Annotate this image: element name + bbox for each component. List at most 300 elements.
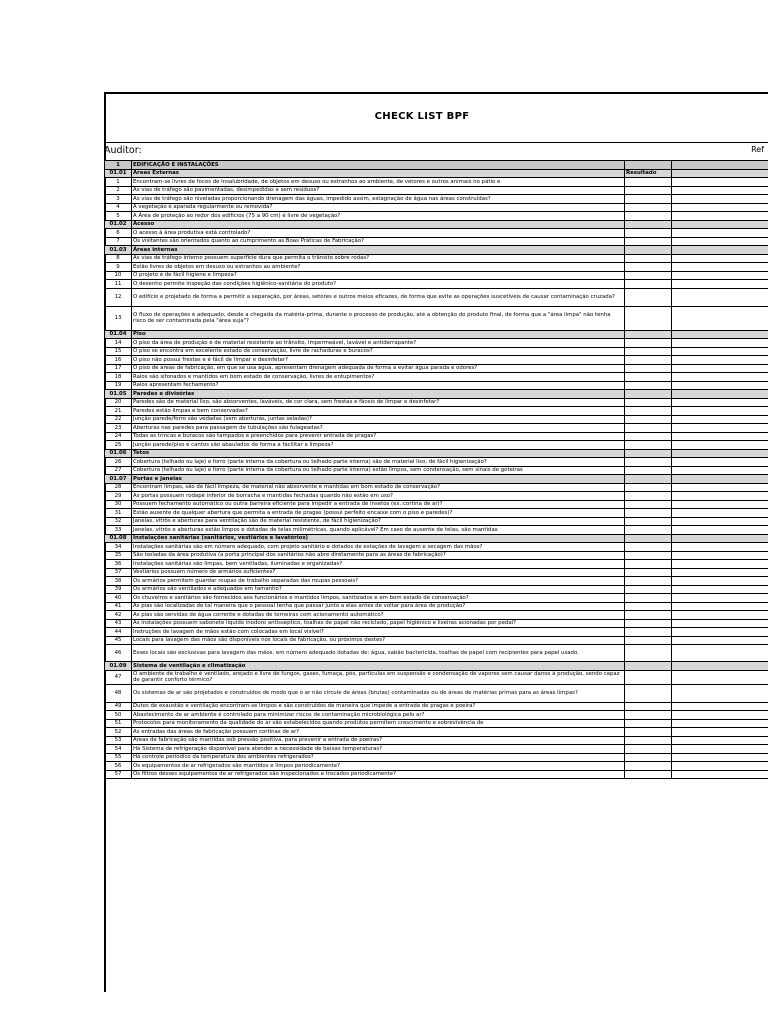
checklist-row [105, 306, 768, 330]
item-number: 31 [105, 509, 132, 518]
item-text: Janelas, vitrôs e aberturas estão limpos e dotadas de telas milimétricas, quando aplicável? Em caso de ausente de telas, são mantidas [132, 526, 625, 535]
result-cell [625, 220, 672, 229]
checklist-row [105, 745, 768, 754]
result-cell[interactable] [625, 762, 672, 771]
extra-cell [672, 645, 768, 662]
result-cell [625, 449, 672, 458]
result-cell [625, 330, 672, 339]
extra-cell [672, 280, 768, 289]
extra-cell [672, 500, 768, 509]
extra-cell [672, 662, 768, 671]
item-number: 37 [105, 568, 132, 577]
item-text: Paredes estão limpas e bem conservadas? [132, 407, 625, 416]
item-text: Há Sistema de refrigeração disponível para atender a necessidade de baixas temperaturas? [132, 745, 625, 754]
item-text: Junção parede/forro são vedadas (sem aberturas, juntas seladas)? [132, 415, 625, 424]
item-text: As portas possuem rodapé inferior de borracha e mantidas fechadas quando não estão em uso? [132, 492, 625, 501]
item-text: Locais para lavagem das mãos são disponíveis nos locais de fabricação, ou próximos destes? [132, 636, 625, 645]
extra-cell [672, 330, 768, 339]
result-cell [625, 645, 672, 662]
checklist-row [105, 263, 768, 272]
result-cell[interactable] [625, 560, 672, 569]
item-number: 45 [105, 636, 132, 645]
result-cell[interactable] [625, 770, 672, 779]
checklist-row [105, 280, 768, 289]
item-number: 28 [105, 483, 132, 492]
result-cell [625, 534, 672, 543]
extra-cell [672, 373, 768, 382]
item-text: A Área de proteção ao redor dos edifícios (75 a 90 cm) é livre de vegetação? [132, 212, 625, 221]
result-cell[interactable] [625, 509, 672, 518]
item-text: Dutos de exaustão e ventilação encontram-se limpos e são construídos de maneira que impede a entrada de pragas e poeira? [132, 702, 625, 711]
checklist-row [105, 178, 768, 187]
extra-cell [672, 466, 768, 475]
result-cell [625, 306, 672, 330]
item-text: Os chuveiros e sanitários são fornecidos aos funcionários e mantidos limpos, sanitizados e em bom estado de conservação? [132, 594, 625, 603]
extra-cell [672, 543, 768, 552]
item-number: 7 [105, 237, 132, 246]
result-cell[interactable] [625, 619, 672, 628]
checklist-sheet [104, 92, 768, 992]
checklist-row [105, 736, 768, 745]
item-text: Ralos são sifonados e mantidos em bom estado de conservação, livres de entupimentos? [132, 373, 625, 382]
extra-cell [672, 611, 768, 620]
item-text: Sistema de ventilação e climatização [132, 662, 625, 671]
item-number: 15 [105, 347, 132, 356]
extra-cell [672, 568, 768, 577]
extra-cell [672, 254, 768, 263]
result-cell[interactable] [625, 500, 672, 509]
result-cell[interactable] [625, 356, 672, 365]
item-text: O piso da área de produção é de material resistente ao trânsito, impermeável, lavável e antiderrapante? [132, 339, 625, 348]
item-number: 26 [105, 458, 132, 467]
result-cell[interactable] [625, 364, 672, 373]
item-text: Esses locais são exclusivas para lavagem das mãos, em número adequado dotadas de: água, sabão bactericida, toalhas de papel com recipientes para papel usado. [132, 645, 625, 662]
extra-cell [672, 263, 768, 272]
extra-cell [672, 246, 768, 255]
extra-cell [672, 347, 768, 356]
checklist-row [105, 577, 768, 586]
checklist-row [105, 684, 768, 702]
checklist-row [105, 466, 768, 475]
extra-cell [672, 178, 768, 187]
item-text: As pias são servidas de água corrente e dotadas de torneiras com acionamento automático? [132, 611, 625, 620]
extra-cell [672, 577, 768, 586]
item-text: O ambiente de trabalho é ventilado, arejado e livre de fungos, gases, fumaça, pós, partículas em suspensão e condensação de vapores sem causar danos à produção, sendo capaz de garantir conforto térmico? [132, 670, 625, 684]
result-cell[interactable] [625, 736, 672, 745]
extra-cell [672, 195, 768, 204]
result-cell[interactable] [625, 585, 672, 594]
item-text: Os armários são ventilados e adequados em tamanho? [132, 585, 625, 594]
item-number: 3 [105, 195, 132, 204]
item-text: São isoladas da área produtiva (a porta principal dos sanitários não abre diretamente para as áreas de fabricação)? [132, 551, 625, 560]
item-number: 01.01 [105, 169, 132, 178]
result-cell [625, 161, 672, 170]
extra-cell [672, 212, 768, 221]
item-text: Instalações sanitárias são em número adequado, com projeto sanitário e dotados de estações de lavagem e secagem das mãos? [132, 543, 625, 552]
auditor-row [104, 142, 768, 161]
checklist-row [105, 517, 768, 526]
checklist-row [105, 229, 768, 238]
item-text: Acesso [132, 220, 625, 229]
result-cell[interactable] [625, 398, 672, 407]
checklist-row [105, 203, 768, 212]
item-number: 35 [105, 551, 132, 560]
item-number: 18 [105, 373, 132, 382]
extra-cell [672, 475, 768, 484]
checklist-row [105, 364, 768, 373]
item-number: 25 [105, 441, 132, 450]
item-number: 52 [105, 728, 132, 737]
item-text: Portas e janelas [132, 475, 625, 484]
result-cell[interactable] [625, 728, 672, 737]
result-cell[interactable] [625, 636, 672, 645]
item-text: As vias de tráfego interno possuem superfície dura que permita o trânsito sobre rodas? [132, 254, 625, 263]
extra-cell [672, 736, 768, 745]
extra-cell [672, 509, 768, 518]
result-cell[interactable] [625, 719, 672, 728]
checklist-row [105, 356, 768, 365]
subsection-header-row [105, 662, 768, 671]
checklist-row [105, 711, 768, 720]
item-number: 01.04 [105, 330, 132, 339]
item-number: 54 [105, 745, 132, 754]
result-cell[interactable] [625, 568, 672, 577]
extra-cell [672, 711, 768, 720]
item-text: Instruções de lavagem de mãos estão com colocadas em local visível? [132, 628, 625, 637]
result-cell [625, 684, 672, 702]
extra-cell [672, 483, 768, 492]
result-cell[interactable] [625, 407, 672, 416]
item-number: 48 [105, 684, 132, 702]
extra-cell [672, 602, 768, 611]
item-text: Janelas, vitrôs e aberturas para ventilação são de material resistente, de fácil higienização? [132, 517, 625, 526]
result-cell[interactable] [625, 263, 672, 272]
checklist-row [105, 753, 768, 762]
item-number: 57 [105, 770, 132, 779]
result-cell[interactable] [625, 432, 672, 441]
item-number: 27 [105, 466, 132, 475]
item-text: O edifício e projetado de forma a permitir a separação, por áreas, setores e outros meios eficazes, de forma que evite as operações suscetíveis de causar contaminação cruzada? [132, 288, 625, 306]
item-number: 01.05 [105, 390, 132, 399]
checklist-row [105, 526, 768, 535]
top-border [104, 92, 768, 94]
item-number: 39 [105, 585, 132, 594]
checklist-row [105, 628, 768, 637]
checklist-row [105, 415, 768, 424]
item-number: 8 [105, 254, 132, 263]
result-cell[interactable] [625, 415, 672, 424]
item-number: 38 [105, 577, 132, 586]
result-cell [625, 288, 672, 306]
item-number: 1 [105, 161, 132, 170]
result-cell[interactable] [625, 611, 672, 620]
extra-cell [672, 492, 768, 501]
item-text: Vestiários possuem número de armários suficientes? [132, 568, 625, 577]
item-number: 5 [105, 212, 132, 221]
extra-cell [672, 670, 768, 684]
item-text: Tetos [132, 449, 625, 458]
extra-cell [672, 458, 768, 467]
extra-cell [672, 229, 768, 238]
extra-cell [672, 398, 768, 407]
extra-cell [672, 288, 768, 306]
result-cell[interactable] [625, 424, 672, 433]
item-text: Cobertura (telhado ou laje) e forro (parte interna da cobertura ou telhado parte interna) estão limpos, sem condensação, sem sinais de goteiras [132, 466, 625, 475]
item-text: Áreas Externas [132, 169, 625, 178]
item-number: 29 [105, 492, 132, 501]
result-cell: Resultado [625, 169, 672, 178]
item-number: 1 [105, 178, 132, 187]
extra-cell [672, 619, 768, 628]
result-cell[interactable] [625, 577, 672, 586]
item-number: 46 [105, 645, 132, 662]
checklist-row [105, 719, 768, 728]
item-text: As pias são localizadas de tal maneira que o pessoal tenha que passar junto a elas antes de voltar para área de produção? [132, 602, 625, 611]
item-number: 10 [105, 271, 132, 280]
item-text: Os filtros desses equipamentos de ar refrigerados são inspecionados e trocados periodicamente? [132, 770, 625, 779]
result-cell[interactable] [625, 381, 672, 390]
extra-cell [672, 684, 768, 702]
subsection-header-row [105, 330, 768, 339]
item-text: Possuem fechamento automático ou outra barreira eficiente para impedir a entrada de insetos (ex.:cortina de ar)? [132, 500, 625, 509]
extra-cell [672, 728, 768, 737]
extra-cell [672, 424, 768, 433]
item-number: 01.08 [105, 534, 132, 543]
item-text: Os armários permitem guardar roupas de trabalho separadas das roupas pessoais? [132, 577, 625, 586]
checklist-row [105, 212, 768, 221]
checklist-row [105, 645, 768, 662]
result-cell[interactable] [625, 203, 672, 212]
item-text: Abastecimento de ar ambiente é controlado para minimizar riscos de contaminação microbiológica pelo ar? [132, 711, 625, 720]
item-number: 2 [105, 186, 132, 195]
item-text: Áreas de fabricação são mantidas sob pressão positiva, para prevenir a entrada de poeiras? [132, 736, 625, 745]
extra-cell [672, 203, 768, 212]
item-number: 24 [105, 432, 132, 441]
extra-cell [672, 169, 768, 178]
extra-cell [672, 551, 768, 560]
result-cell[interactable] [625, 526, 672, 535]
item-text: Os equipamentos de ar refrigerados são mantidos e limpos periodicamente? [132, 762, 625, 771]
item-text: O piso não possui frestas e é fácil de limpar e desinfetar? [132, 356, 625, 365]
checklist-row [105, 195, 768, 204]
extra-cell [672, 628, 768, 637]
result-cell[interactable] [625, 458, 672, 467]
item-number: 47 [105, 670, 132, 684]
extra-cell [672, 753, 768, 762]
subsection-header-row [105, 169, 768, 178]
result-cell[interactable] [625, 466, 672, 475]
checklist-row [105, 398, 768, 407]
checklist-row [105, 186, 768, 195]
checklist-row [105, 432, 768, 441]
extra-cell [672, 745, 768, 754]
item-number: 50 [105, 711, 132, 720]
item-number: 40 [105, 594, 132, 603]
result-cell[interactable] [625, 178, 672, 187]
item-text: Ralos apresentam fechamento? [132, 381, 625, 390]
result-cell [625, 662, 672, 671]
extra-cell [672, 271, 768, 280]
extra-cell [672, 762, 768, 771]
result-cell [625, 390, 672, 399]
item-number: 4 [105, 203, 132, 212]
item-number: 51 [105, 719, 132, 728]
extra-cell [672, 161, 768, 170]
checklist-row [105, 611, 768, 620]
checklist-row [105, 602, 768, 611]
item-text: Instalações sanitárias são limpas, bem ventiladas, iluminadas e organizadas? [132, 560, 625, 569]
item-number: 42 [105, 611, 132, 620]
item-number: 23 [105, 424, 132, 433]
result-cell[interactable] [625, 339, 672, 348]
item-text: O desenho permite inspeção das condições higiênico-sanitária do produto? [132, 280, 625, 289]
result-cell[interactable] [625, 229, 672, 238]
item-number: 55 [105, 753, 132, 762]
checklist-row [105, 237, 768, 246]
result-cell[interactable] [625, 280, 672, 289]
result-cell[interactable] [625, 517, 672, 526]
item-number: 01.09 [105, 662, 132, 671]
extra-cell [672, 237, 768, 246]
result-cell[interactable] [625, 602, 672, 611]
extra-cell [672, 306, 768, 330]
item-number: 12 [105, 288, 132, 306]
auditor-label: Auditor: [104, 145, 142, 156]
result-cell[interactable] [625, 551, 672, 560]
item-number: 53 [105, 736, 132, 745]
extra-cell [672, 770, 768, 779]
page-title: CHECK LIST BPF [374, 111, 470, 122]
item-text: O piso de áreas de fabricação, em que se usa água, apresentam drenagem adequada de forma a evitar água parada e odores? [132, 364, 625, 373]
extra-cell [672, 534, 768, 543]
item-text: EDIFICAÇÃO E INSTALAÇÕES [132, 161, 625, 170]
checklist-row [105, 424, 768, 433]
item-text: Áreas internas [132, 246, 625, 255]
extra-cell [672, 636, 768, 645]
item-number: 19 [105, 381, 132, 390]
checklist-row [105, 373, 768, 382]
item-text: O projeto é de fácil higiene e limpeza? [132, 271, 625, 280]
extra-cell [672, 390, 768, 399]
extra-cell [672, 441, 768, 450]
ref-label: Ref [751, 145, 764, 154]
item-number: 13 [105, 306, 132, 330]
subsection-header-row [105, 449, 768, 458]
result-cell[interactable] [625, 212, 672, 221]
extra-cell [672, 339, 768, 348]
item-number: 41 [105, 602, 132, 611]
item-text: Cobertura (telhado ou laje) e forro (parte interna da cobertura ou telhado parte interna) são de material liso, de fácil higienização? [132, 458, 625, 467]
item-number: 01.02 [105, 220, 132, 229]
item-number: 21 [105, 407, 132, 416]
extra-cell [672, 702, 768, 711]
result-cell [625, 246, 672, 255]
result-cell[interactable] [625, 711, 672, 720]
checklist-row [105, 509, 768, 518]
checklist-row [105, 347, 768, 356]
checklist-row [105, 441, 768, 450]
result-cell[interactable] [625, 753, 672, 762]
item-text: A vegetação é aparada regularmente ou removida? [132, 203, 625, 212]
result-cell[interactable] [625, 543, 672, 552]
checklist-row [105, 702, 768, 711]
item-text: Encontram limpas, são de fácil limpeza, de material não absorvente e mantidas em bom estado de conservação? [132, 483, 625, 492]
checklist-row [105, 407, 768, 416]
result-cell[interactable] [625, 347, 672, 356]
item-number: 44 [105, 628, 132, 637]
item-text: Paredes são de material liso, são absorventes, laváveis, de cor clara, sem frestas e fáceis de limpar e desinfetar? [132, 398, 625, 407]
result-cell[interactable] [625, 373, 672, 382]
result-cell[interactable] [625, 702, 672, 711]
checklist-table [104, 160, 768, 779]
item-number: 22 [105, 415, 132, 424]
result-cell[interactable] [625, 186, 672, 195]
result-cell[interactable] [625, 483, 672, 492]
checklist-row [105, 288, 768, 306]
checklist-row [105, 492, 768, 501]
item-number: 36 [105, 560, 132, 569]
result-cell [625, 475, 672, 484]
item-text: Protocolos para monitoramento da qualidade do ar são estabelecidos quando produtos permitem crescimento e sobrevivência de [132, 719, 625, 728]
result-cell[interactable] [625, 594, 672, 603]
result-cell [625, 670, 672, 684]
item-text: O fluxo de operações é adequado, desde a chegada da matéria-prima, durante o processo de produção, até a obtenção do produto final, de forma que a "área limpa" não tenha risco de ser contaminada pela "área suja"? [132, 306, 625, 330]
item-number: 43 [105, 619, 132, 628]
item-number: 34 [105, 543, 132, 552]
result-cell[interactable] [625, 237, 672, 246]
checklist-row [105, 619, 768, 628]
item-text: O acesso à área produtiva está controlado? [132, 229, 625, 238]
item-text: Todas as trincas e buracos são tampados e preenchidos para prevenir entrada de pragas? [132, 432, 625, 441]
item-number: 14 [105, 339, 132, 348]
subsection-header-row [105, 246, 768, 255]
result-cell[interactable] [625, 441, 672, 450]
subsection-header-row [105, 534, 768, 543]
checklist-row [105, 543, 768, 552]
extra-cell [672, 381, 768, 390]
result-cell[interactable] [625, 271, 672, 280]
checklist-row [105, 551, 768, 560]
extra-cell [672, 585, 768, 594]
item-number: 17 [105, 364, 132, 373]
item-text: As vias de tráfego são niveladas proporcionando drenagem das águas, impedido assim, estagnação de água nas áreas construídas? [132, 195, 625, 204]
checklist-row [105, 560, 768, 569]
extra-cell [672, 364, 768, 373]
extra-cell [672, 415, 768, 424]
result-cell[interactable] [625, 492, 672, 501]
checklist-row [105, 483, 768, 492]
extra-cell [672, 407, 768, 416]
checklist-row [105, 271, 768, 280]
item-text: Paredes e divisórias [132, 390, 625, 399]
result-cell[interactable] [625, 254, 672, 263]
result-cell[interactable] [625, 195, 672, 204]
checklist-row [105, 762, 768, 771]
item-text: O piso se encontra em excelente estado de conservação, livre de rachaduras e buracos? [132, 347, 625, 356]
item-number: 11 [105, 280, 132, 289]
checklist-row [105, 594, 768, 603]
result-cell[interactable] [625, 745, 672, 754]
item-number: 33 [105, 526, 132, 535]
checklist-row [105, 568, 768, 577]
extra-cell [672, 432, 768, 441]
item-text: Os visitantes são orientados quanto ao cumprimento as Boas Práticas de Fabricação? [132, 237, 625, 246]
extra-cell [672, 449, 768, 458]
checklist-row [105, 458, 768, 467]
result-cell[interactable] [625, 628, 672, 637]
checklist-row [105, 636, 768, 645]
extra-cell [672, 186, 768, 195]
